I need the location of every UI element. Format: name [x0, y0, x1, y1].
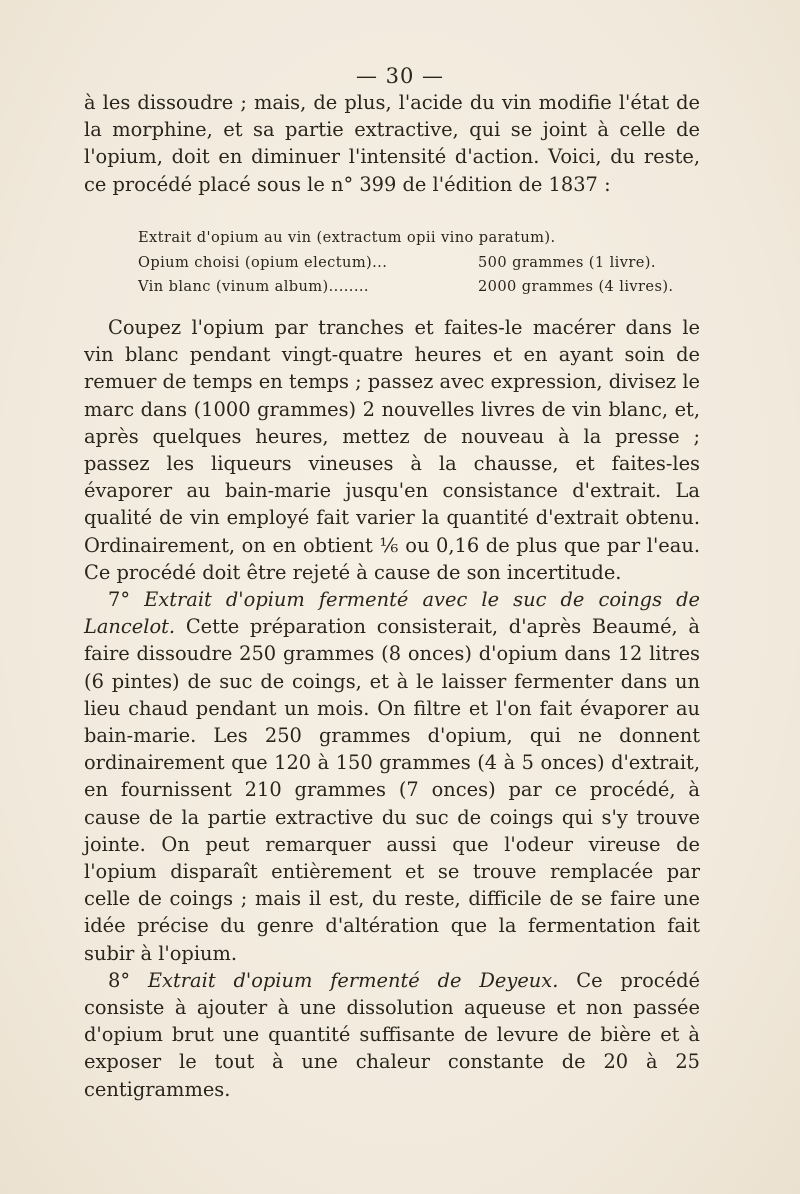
section-text: Ce procédé consiste à ajouter à une dissolution aqueuse et non passée d'opium brut une quantité suffisante de levure de bière et à exposer le tout à une chaleur constante de 20 à 25 centigrammes.: [84, 968, 700, 1101]
paragraph-section-7: [84, 586, 700, 967]
section-number: 7°: [108, 588, 131, 612]
recipe-quantity: 500 grammes (1 livre).: [478, 253, 656, 271]
recipe-row: [138, 251, 678, 276]
section-text: Cette préparation consisterait, d'après Beaumé, à faire dissoudre 250 grammes (8 onces) d'opium dans 12 litres (6 pintes) de suc de coings, et à le laisser fermenter dans un lieu chaud pendant un mois. On filtre et l'on fait évaporer au bain-marie. Les 250 grammes d'opium, qui ne donnent ordinairement que 120 à 150 grammes (4 à 5 onces) d'extrait, en fournissent 210 grammes (7 onces) par ce procédé, à cause de la partie extractive du suc de coings qui s'y trouve jointe. On peut remarquer aussi que l'odeur vireuse de l'opium disparaît entièrement et se trouve remplacée par celle de coings ; mais il est, du reste, difficile de se faire une idée précise du genre d'altération que la fermentation fait subir à l'opium.: [84, 615, 700, 965]
intro-text: à les dissoudre ; mais, de plus, l'acide du vin modifie l'état de la morphine, et sa partie extractive, qui se joint à celle de l'opium, doit en diminuer l'intensité d'action. Voici, du reste, ce procédé placé sous le n° 399 de l'édition de 1837 :: [84, 91, 700, 196]
section-number: 8°: [108, 968, 131, 992]
recipe-quantity: 2000 grammes (4 livres).: [478, 278, 674, 295]
recipe-ingredient: Vin blanc (vinum album)........: [138, 278, 369, 295]
recipe-title: Extrait d'opium au vin (extractum opii vino paratum).: [138, 229, 556, 246]
section-title: Extrait d'opium fermenté avec le suc de coings de Lancelot.: [84, 588, 701, 639]
recipe-ingredient: Opium choisi (opium electum)...: [138, 253, 388, 271]
section-title: Extrait d'opium fermenté de Deyeux.: [147, 968, 559, 992]
paragraph-section-8: [84, 967, 700, 1103]
intro-paragraph: [84, 89, 700, 198]
paragraph-instructions: Coupez l'opium par tranches et faites-le macérer dans le vin blanc pendant vingt-quatre heures et en ayant soin de remuer de temps en temps ; passez avec expression, divisez le marc dans (1000 grammes) 2 nouvelles livres de vin blanc, et, après quelques heures, mettez de nouveau à la presse ; passez les liqueurs vineuses à la chausse, et faites-les évaporer au bain-marie jusqu'en consistance d'extrait. La qualité de vin employé fait varier la quantité d'extrait obtenu. Ordinairement, on en obtient ⅙ ou 0,16 de plus que par l'eau. Ce procédé doit être rejeté à cause de son incertitude.: [84, 316, 700, 584]
page-number: — 30 —: [355, 64, 445, 88]
recipe-row: [138, 275, 678, 300]
recipe-block: [138, 226, 678, 300]
main-text: [84, 314, 700, 1103]
